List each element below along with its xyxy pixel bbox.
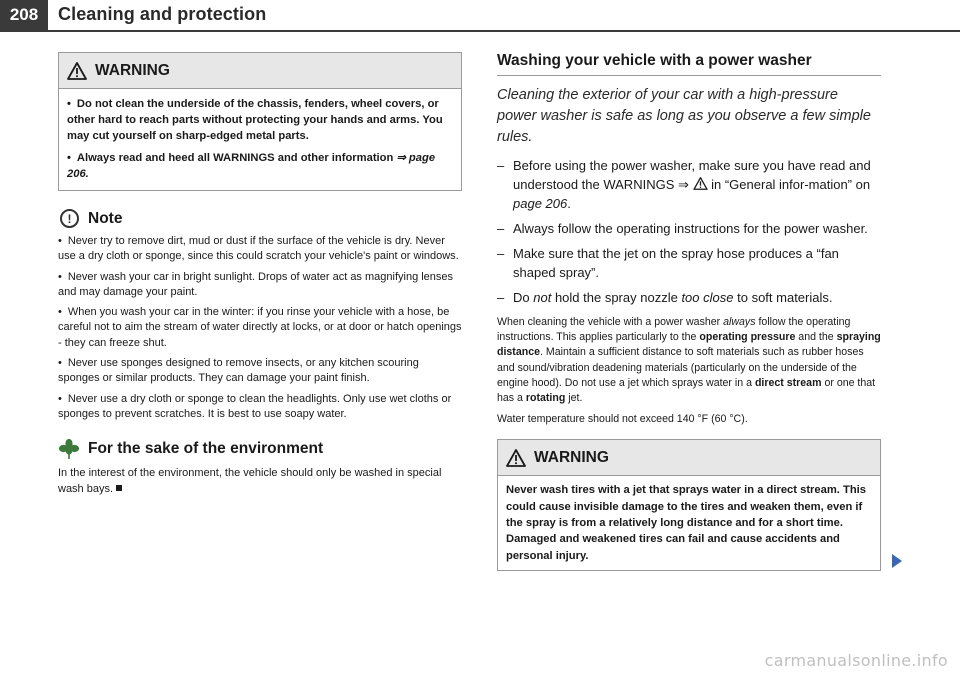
note-title: Note — [88, 209, 123, 227]
note-circle-icon: ! — [60, 209, 79, 228]
warning-title: WARNING — [95, 61, 170, 79]
note-item: • Never use sponges designed to remove insects, or any kitchen scouring sponges or similar products. They can damage your paint finish. — [58, 357, 419, 385]
warning-item: • Always read and heed all WARNINGS and other information ⇒ page 206. — [67, 152, 436, 180]
step-item: – Before using the power washer, make sure you have read and understood the WARNINGS ⇒ in “General infor-mation” on page 206. — [497, 158, 871, 211]
continue-arrow-icon[interactable] — [892, 554, 902, 568]
warning-body — [59, 89, 461, 190]
page-reference-link[interactable]: ⇒ page 206. — [67, 152, 436, 180]
warning-box-left — [58, 52, 462, 191]
left-column — [58, 52, 462, 497]
page-number: 208 — [0, 0, 48, 30]
section-lead: Cleaning the exterior of your car with a high-pressure power washer is safe as long as you observe a few simple rules. — [497, 87, 871, 145]
note-header — [58, 209, 462, 228]
warning-header — [59, 53, 461, 89]
warning-triangle-icon — [67, 62, 87, 80]
detail-text — [497, 315, 881, 427]
section-title: Washing your vehicle with a power washer — [497, 52, 881, 76]
environment-header — [58, 438, 462, 460]
warning-header — [498, 440, 880, 476]
step-item: – Always follow the operating instructions for the power washer. — [497, 221, 868, 236]
detail-paragraph: Water temperature should not exceed 140 °F (60 °C). — [497, 413, 748, 426]
warning-item: • Do not clean the underside of the chassis, fenders, wheel covers, or other hard to reach parts without protecting your hands and arms. You may cut yourself on sharp-edged metal parts. — [67, 98, 443, 142]
warning-triangle-icon — [693, 177, 708, 190]
note-item: • When you wash your car in the winter: if you rinse your vehicle with a hose, be careful not to aim the stream of water directly at locks, or at door or hatch openings - they can freeze shut. — [58, 306, 462, 349]
chapter-title: Cleaning and protection — [58, 4, 267, 24]
note-item: • Never try to remove dirt, mud or dust if the surface of the vehicle is dry. Never use a dry cloth or sponge, since this could scratch your vehicle's paint or windows. — [58, 235, 459, 263]
step-item: – Do not hold the spray nozzle too close to soft materials. — [497, 290, 833, 305]
step-item: – Make sure that the jet on the spray hose produces a “fan shaped spray”. — [497, 246, 839, 280]
step-list — [497, 156, 881, 307]
note-item: • Never use a dry cloth or sponge to clean the headlights. Only use wet cloths or sponges to prevent scratches. It is best to use soapy water. — [58, 392, 452, 420]
warning-title: WARNING — [534, 448, 609, 466]
end-of-section-mark — [116, 485, 122, 491]
detail-paragraph: When cleaning the vehicle with a power washer always follow the operating instructions. This applies particularly to the operating pressure and the spraying distance. Maintain a sufficient distance to soft materials such as rubber hoses and sound/vibration deadening materials (particularly on the underside of the engine hood). Do not use a jet which sprays water in a direct stream or one that has a rotating jet. — [497, 316, 881, 405]
environment-text: In the interest of the environment, the vehicle should only be washed in special wash bays. — [58, 467, 442, 495]
environment-title: For the sake of the environment — [88, 440, 324, 458]
note-list — [58, 234, 462, 422]
environment-leaf-icon — [58, 438, 80, 460]
page-reference-link[interactable]: page 206 — [513, 196, 568, 211]
warning-box-right — [497, 439, 881, 570]
right-column — [497, 52, 881, 571]
note-item: • Never wash your car in bright sunlight. Drops of water act as magnifying lenses and may damage your paint. — [58, 270, 454, 298]
warning-body: Never wash tires with a jet that sprays water in a direct stream. This could cause invisible damage to the tires and weaken them, even if the spray is from a relatively long distance and for a short time. Damaged and weakened tires can fail and cause accidents and personal injury. — [506, 484, 866, 562]
watermark: carmanualsonline.info — [764, 651, 948, 670]
header-rule — [0, 30, 960, 32]
warning-triangle-icon — [506, 449, 526, 467]
